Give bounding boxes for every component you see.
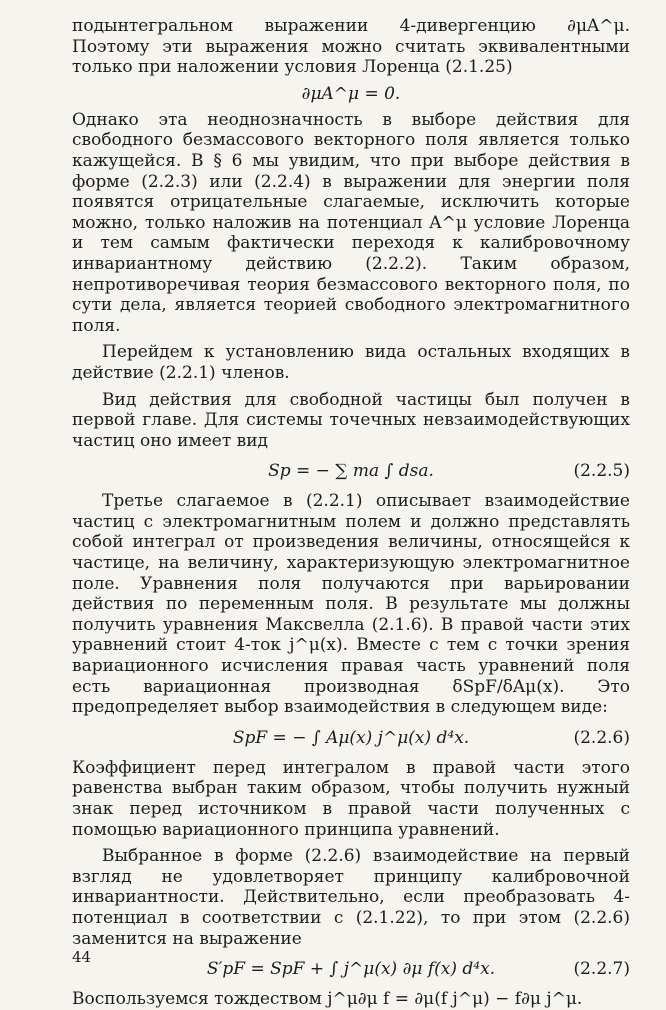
equation-formula: Sp = − ∑ ma ∫ dsa. bbox=[268, 461, 434, 482]
equation-formula: SpF = − ∫ Aμ(x) j^μ(x) d⁴x. bbox=[232, 727, 470, 748]
paragraph-coefficient: Коэффициент перед интегралом в правой части этого равенства выбран таким образом, чтобы получить нужный знак перед источником в правой части полученных с помощью вариационного принципа уравнений. bbox=[72, 757, 630, 840]
page-number: 44 bbox=[72, 948, 92, 966]
equation-lorenz-condition bbox=[72, 78, 630, 110]
paragraph-free-particle: Вид действия для свободной частицы был получен в первой главе. Для системы точечных невзаимодействующих частиц оно имеет вид bbox=[72, 389, 630, 451]
paragraph-continuation: подынтегральном выражении 4-дивергенцию ∂μA^μ. Поэтому эти выражения можно считать эквивалентными только при наложении условия Лоренца (2.1.25) bbox=[72, 16, 630, 78]
paragraph-gauge-invariance: Выбранное в форме (2.2.6) взаимодействие на первый взгляд не удовлетворяет принципу калибровочной инвариантности. Действительно, если преобразовать 4-потенциал в соответствии с (2.1.22), то при этом (2.2.6) заменится на выражение bbox=[72, 846, 630, 949]
paragraph-identity: Воспользуемся тождеством j^μ∂μ f = ∂μ(f j^μ) − f∂μ j^μ. bbox=[72, 989, 583, 1010]
equation-number: (2.2.5) bbox=[573, 461, 630, 482]
equation-2-2-7 bbox=[72, 949, 630, 989]
paragraph-interaction: Третье слагаемое в (2.2.1) описывает взаимодействие частиц с электромагнитным полем и должно представлять собой интеграл от произведения величины, относящейся к частице, на величину, характеризующую электромагнитное поле. Уравнения поля получаются при варьировании действия по переменным поля. В результате мы должны получить уравнения Максвелла (2.1.6). В правой части этих уравнений стоит 4-ток j^μ(x). Вместе с тем с точки зрения вариационного исчисления правая часть уравнений поля есть вариационная производная δSpF/δAμ(x). Это предопределяет выбор взаимодействия в следующем виде: bbox=[72, 491, 630, 718]
paragraph-remaining-terms: Перейдем к установлению вида остальных входящих в действие (2.2.1) членов. bbox=[72, 342, 630, 383]
paragraph-ambiguity: Однако эта неоднозначность в выборе действия для свободного безмассового векторного поля является только кажущейся. В § 6 мы увидим, что при выборе действия в форме (2.2.3) или (2.2.4) в выражении для энергии поля появятся отрицательные слагаемые, исключить которые можно, только наложив на потенциал A^μ условие Лоренца и тем самым фактически переходя к калибровочному инвариантному действию (2.2.2). Таким образом, непротиворечивая теория безмассового векторного поля, по сути дела, является теорией свободного электромагнитного поля. bbox=[72, 109, 630, 336]
equation-formula: ∂μA^μ = 0. bbox=[301, 83, 401, 104]
equation-2-2-6 bbox=[72, 718, 630, 758]
equation-number: (2.2.7) bbox=[573, 959, 630, 980]
equation-number: (2.2.6) bbox=[573, 727, 630, 748]
equation-formula: S′pF = SpF + ∫ j^μ(x) ∂μ f(x) d⁴x. bbox=[206, 959, 496, 980]
equation-2-2-5 bbox=[72, 451, 630, 491]
